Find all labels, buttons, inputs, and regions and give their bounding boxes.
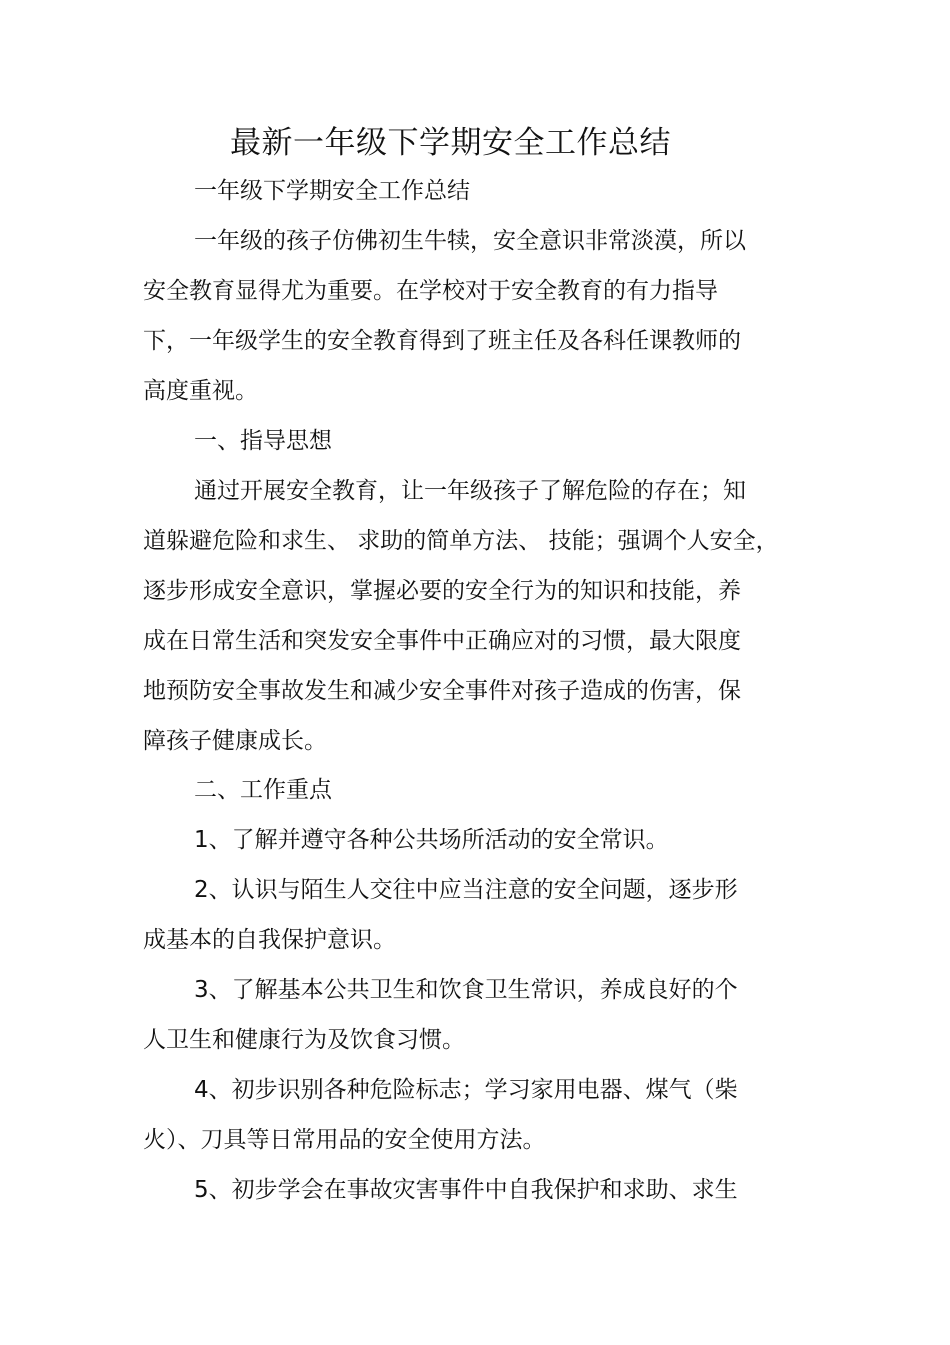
subtitle-line: 一年级下学期安全工作总结 — [194, 178, 470, 204]
list-item-continuation: 人卫生和健康行为及饮食习惯。 — [143, 1027, 465, 1053]
list-item: 4、初步识别各种危险标志；学习家用电器、煤气（柴 — [194, 1077, 738, 1103]
section-heading: 二、工作重点 — [194, 777, 332, 803]
list-item: 2、认识与陌生人交往中应当注意的安全问题，逐步形 — [194, 877, 738, 903]
list-item-continuation: 成基本的自我保护意识。 — [143, 927, 396, 953]
section-heading: 一、指导思想 — [194, 428, 332, 454]
paragraph-line: 成在日常生活和突发安全事件中正确应对的习惯，最大限度 — [143, 628, 741, 654]
paragraph-line: 安全教育显得尤为重要。在学校对于安全教育的有力指导 — [143, 278, 718, 304]
paragraph-line: 障孩子健康成长。 — [143, 728, 327, 754]
paragraph-line: 地预防安全事故发生和减少安全事件对孩子造成的伤害，保 — [143, 678, 741, 704]
list-item: 5、初步学会在事故灾害事件中自我保护和求助、求生 — [194, 1177, 738, 1203]
paragraph-line: 高度重视。 — [143, 378, 258, 404]
list-item: 3、了解基本公共卫生和饮食卫生常识，养成良好的个 — [194, 977, 738, 1003]
paragraph-line: 通过开展安全教育，让一年级孩子了解危险的存在；知 — [194, 478, 746, 504]
paragraph-line: 一年级的孩子仿佛初生牛犊，安全意识非常淡漠，所以 — [194, 228, 746, 254]
paragraph-line: 逐步形成安全意识，掌握必要的安全行为的知识和技能，养 — [143, 578, 741, 604]
list-item: 1、了解并遵守各种公共场所活动的安全常识。 — [194, 827, 669, 853]
document-title: 最新一年级下学期安全工作总结 — [230, 125, 671, 161]
paragraph-line: 下，一年级学生的安全教育得到了班主任及各科任课教师的 — [143, 328, 741, 354]
list-item-continuation: 火）、刀具等日常用品的安全使用方法。 — [143, 1127, 546, 1153]
paragraph-line: 道躲避危险和求生、 求助的简单方法、 技能；强调个人安全， — [143, 528, 779, 554]
